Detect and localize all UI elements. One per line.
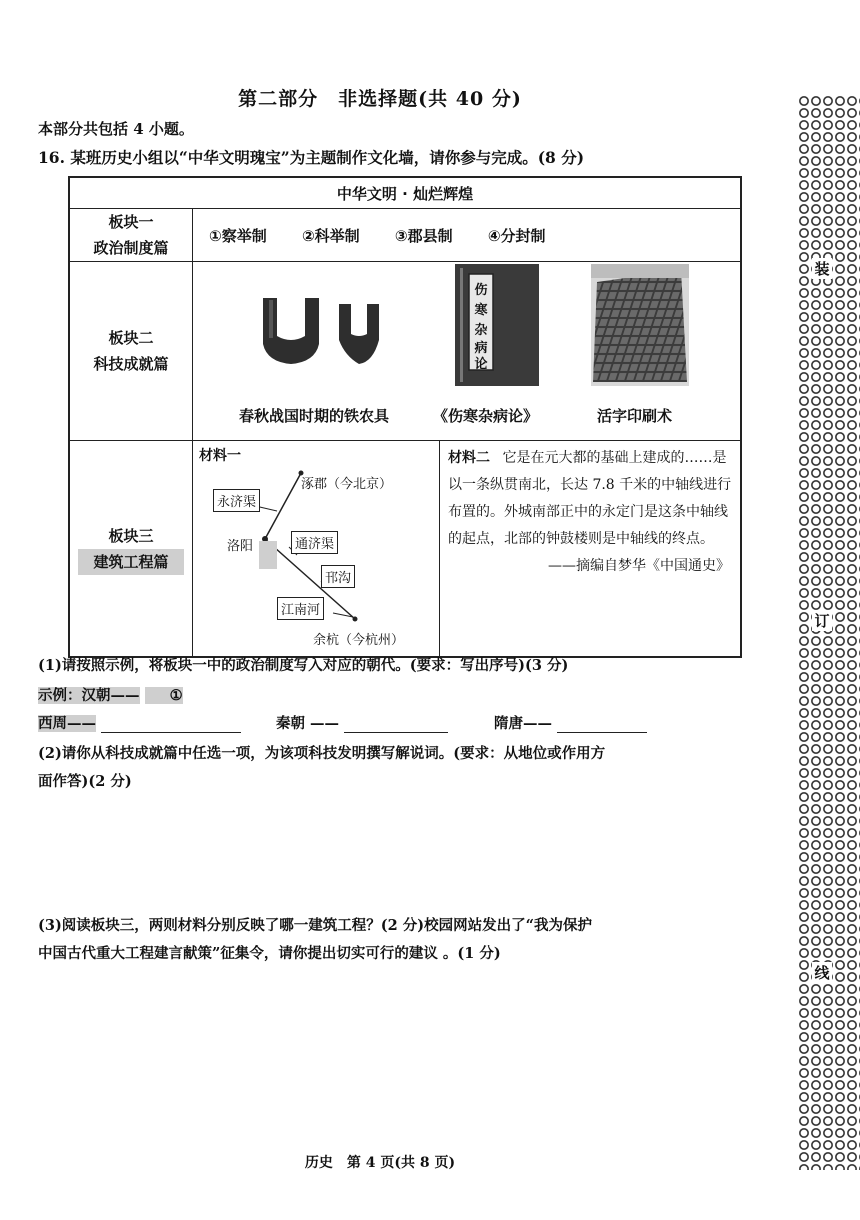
map-label-luoyang: 洛阳 <box>227 539 254 554</box>
option-4: ④分封制 <box>487 226 546 245</box>
block3-label <box>69 441 193 658</box>
iron-tools-image <box>255 290 395 370</box>
map-label-zhuojun: 涿郡（今北京） <box>301 477 393 492</box>
part1-blank-suitang <box>494 712 647 733</box>
section-intro: 本部分共包括 4 小题。 <box>38 120 194 138</box>
example-label: 示例：汉朝—— <box>38 687 140 704</box>
caption-movable-type: 活字印刷术 <box>597 407 673 425</box>
svg-text:杂: 杂 <box>474 323 488 338</box>
material2-source: ——摘编自梦华《中国通史》 <box>548 558 730 574</box>
answer-blank-xizhou[interactable] <box>101 718 241 733</box>
map-label-jiangnanhe: 江南河 <box>277 597 324 620</box>
section-title: 第二部分 非选择题(共 40 分) <box>238 88 522 110</box>
svg-text:伤: 伤 <box>474 283 488 298</box>
block2-line2: 科技成就篇 <box>93 355 169 373</box>
tech-images <box>193 262 740 440</box>
block1-line1: 板块一 <box>108 213 154 231</box>
binding-mark-zhuang: 装 <box>812 258 832 279</box>
svg-text:病: 病 <box>474 341 488 356</box>
block3-line2: 建筑工程篇 <box>78 549 184 575</box>
blank-label-suitang: 隋唐—— <box>494 715 552 732</box>
block1-options <box>193 209 742 262</box>
binding-mark-xian: 线 <box>812 962 832 983</box>
option-1: ①察举制 <box>209 226 267 245</box>
part1-blank-xizhou <box>38 712 241 733</box>
option-2: ②科举制 <box>301 226 360 245</box>
material2-cell <box>440 441 742 658</box>
option-3: ③郡县制 <box>394 226 453 245</box>
material1-label: 材料一 <box>199 448 241 464</box>
binding-strip <box>798 95 860 1170</box>
material2 <box>440 441 740 580</box>
caption-iron-tools: 春秋战国时期的铁农具 <box>239 407 390 425</box>
map-label-tongjiqu: 通济渠 <box>291 531 338 554</box>
part3-line2: 中国古代重大工程建言献策”征集令，请你提出切实可行的建议 。(1 分) <box>38 945 501 962</box>
part1-text: (1)请按照示例，将板块一中的政治制度写入对应的朝代。(要求：写出序号)(3 分) <box>38 657 569 674</box>
part2-line1: (2)请你从科技成就篇中任选一项，为该项科技发明撰写解说词。(要求：从地位或作用方 <box>38 745 606 762</box>
blank-label-xizhou: 西周—— <box>38 715 96 732</box>
canal-map <box>193 441 439 656</box>
answer-blank-qin[interactable] <box>344 718 448 733</box>
block2-content <box>193 262 742 441</box>
part2-line2: 面作答)(2 分) <box>38 773 132 790</box>
svg-text:寒: 寒 <box>474 303 488 318</box>
svg-text:论: 论 <box>474 357 488 372</box>
movable-type-image <box>591 264 689 386</box>
part2-answer-area[interactable] <box>38 796 778 906</box>
block2-label <box>69 262 193 441</box>
block1-label <box>69 209 193 262</box>
caption-book: 《伤寒杂病论》 <box>433 407 539 425</box>
block1-line2: 政治制度篇 <box>93 239 169 257</box>
map-label-yongjiqu: 永济渠 <box>213 489 260 512</box>
binding-mark-ding: 订 <box>812 610 832 631</box>
answer-blank-suitang[interactable] <box>557 718 647 733</box>
part3-answer-area[interactable] <box>38 968 778 1138</box>
map-label-hangou: 邗沟 <box>321 565 355 588</box>
blank-label-qin: 秦朝 —— <box>276 715 340 732</box>
block2-line1: 板块二 <box>108 329 154 347</box>
material1-cell <box>193 441 440 658</box>
part3-line1: (3)阅读板块三，两则材料分别反映了哪一建筑工程？(2 分)校园网站发出了“我为保护 <box>38 917 593 934</box>
page-footer: 历史 第 4 页(共 8 页) <box>304 1155 456 1171</box>
material2-text: 它是在元大都的基础上建成的……是以一条纵贯南北，长达 7.8 千米的中轴线进行布置的。外城南部正中的永定门是这条中轴线的起点，北部的钟鼓楼则是中轴线的终点。 <box>448 450 732 547</box>
example-answer: ① <box>145 687 183 704</box>
culture-wall-table <box>68 176 742 658</box>
material2-label: 材料二 <box>448 450 490 466</box>
part1-example <box>38 684 183 705</box>
block3-line1: 板块三 <box>108 526 154 545</box>
map-label-yuhang: 余杭（今杭州） <box>313 633 405 648</box>
book-image <box>455 264 539 386</box>
part1-blank-qin <box>276 712 448 733</box>
wall-title: 中华文明 · 灿烂辉煌 <box>69 177 741 209</box>
question-16-stem: 16. 某班历史小组以“中华文明瑰宝”为主题制作文化墙，请你参与完成。(8 分) <box>38 148 585 167</box>
